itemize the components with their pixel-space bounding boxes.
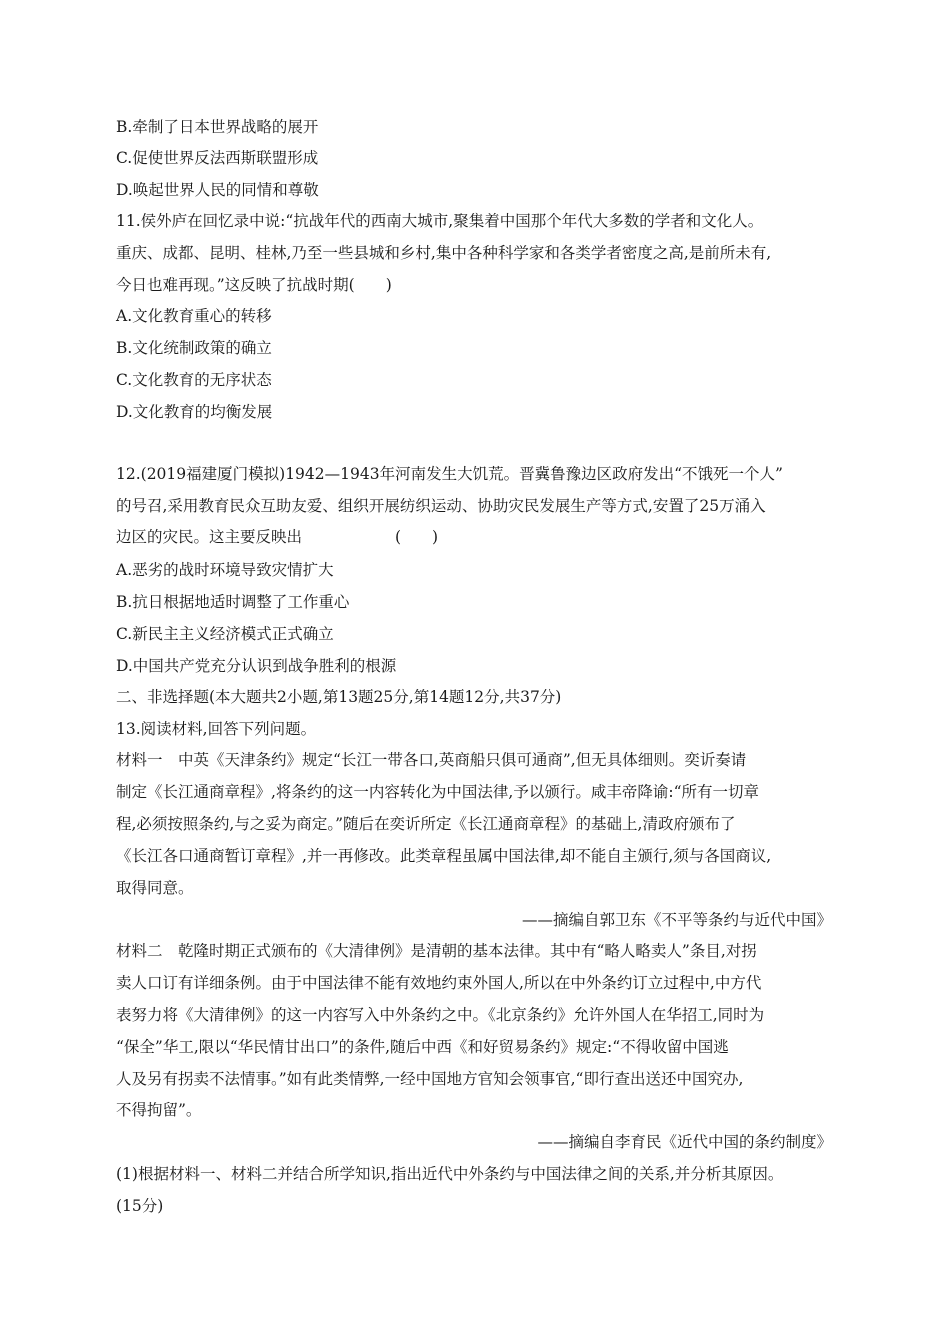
question-13-stem: 13.阅读材料,回答下列问题。	[116, 720, 317, 738]
option-d-q12: D.中国共产党充分认识到战争胜利的根源	[116, 657, 397, 675]
option-b-q11: B.文化统制政策的确立	[116, 339, 272, 357]
option-c-q11: C.文化教育的无序状态	[116, 371, 272, 389]
material-1-line-3: 程,必须按照条约,与之妥为商定。”随后在奕䜣所定《长江通商章程》的基础上,清政府颁布了	[116, 815, 736, 833]
material-1-line-1: 材料一 中英《天津条约》规定“长江一带各口,英商船只俱可通商”,但无具体细则。奕䜣奏请	[116, 751, 747, 769]
option-d-q10: D.唤起世界人民的同情和尊敬	[116, 181, 319, 199]
question-11-line-2: 重庆、成都、昆明、桂林,乃至一些县城和乡村,集中各种科学家和各类学者密度之高,是前所未有,	[116, 244, 772, 262]
sub-question-1-line-2: (15分)	[116, 1197, 164, 1215]
material-1-line-4: 《长江各口通商暂订章程》,并一再修改。此类章程虽属中国法律,却不能自主颁行,须与各国商议,	[116, 847, 772, 865]
option-b-q12: B.抗日根据地适时调整了工作重心	[116, 593, 350, 611]
material-2-line-6: 不得拘留”。	[116, 1101, 202, 1119]
sub-question-1-line-1: (1)根据材料一、材料二并结合所学知识,指出近代中外条约与中国法律之间的关系,并分析其原因。	[116, 1165, 784, 1183]
material-1-source: ——摘编自郭卫东《不平等条约与近代中国》	[521, 911, 832, 929]
material-2-line-4: “保全”华工,限以“华民情甘出口”的条件,随后中西《和好贸易条约》规定:“不得收留中国逃	[116, 1038, 729, 1056]
option-b-q10: B.牵制了日本世界战略的展开	[116, 118, 319, 136]
material-2-line-5: 人及另有拐卖不法情事。”如有此类情弊,一经中国地方官知会领事官,“即行查出送还中国究办,	[116, 1070, 744, 1088]
question-12-line-2: 的号召,采用教育民众互助友爱、组织开展纺织运动、协助灾民发展生产等方式,安置了25万涌入	[116, 497, 766, 515]
material-1-line-2: 制定《长江通商章程》,将条约的这一内容转化为中国法律,予以颁行。咸丰帝降谕:“所有一切章	[116, 783, 760, 801]
option-a-q12: A.恶劣的战时环境导致灾情扩大	[116, 561, 334, 579]
material-1-line-5: 取得同意。	[116, 879, 194, 897]
option-a-q11: A.文化教育重心的转移	[116, 307, 272, 325]
material-2-line-1: 材料二 乾隆时期正式颁布的《大清律例》是清朝的基本法律。其中有“略人略卖人”条目,对拐	[116, 942, 757, 960]
question-12-line-1: 12.(2019福建厦门模拟)1942—1943年河南发生大饥荒。晋冀鲁豫边区政府发出“不饿死一个人”	[116, 465, 783, 483]
option-c-q12: C.新民主主义经济模式正式确立	[116, 625, 334, 643]
option-d-q11: D.文化教育的均衡发展	[116, 403, 273, 421]
question-12-line-3: 边区的灾民。这主要反映出 ( )	[116, 528, 439, 546]
option-c-q10: C.促使世界反法西斯联盟形成	[116, 149, 319, 167]
material-2-source: ——摘编自李育民《近代中国的条约制度》	[537, 1133, 832, 1151]
material-2-line-3: 表努力将《大清律例》的这一内容写入中外条约之中。《北京条约》允许外国人在华招工,同时为	[116, 1006, 765, 1024]
material-2-line-2: 卖人口订有详细条例。由于中国法律不能有效地约束外国人,所以在中外条约订立过程中,中方代	[116, 974, 762, 992]
question-11-line-1: 11.侯外庐在回忆录中说:“抗战年代的西南大城市,聚集着中国那个年代大多数的学者和文化人。	[116, 212, 764, 230]
question-11-line-3: 今日也难再现。”这反映了抗战时期( )	[116, 276, 392, 294]
section-heading: 二、非选择题(本大题共2小题,第13题25分,第14题12分,共37分)	[116, 688, 562, 706]
